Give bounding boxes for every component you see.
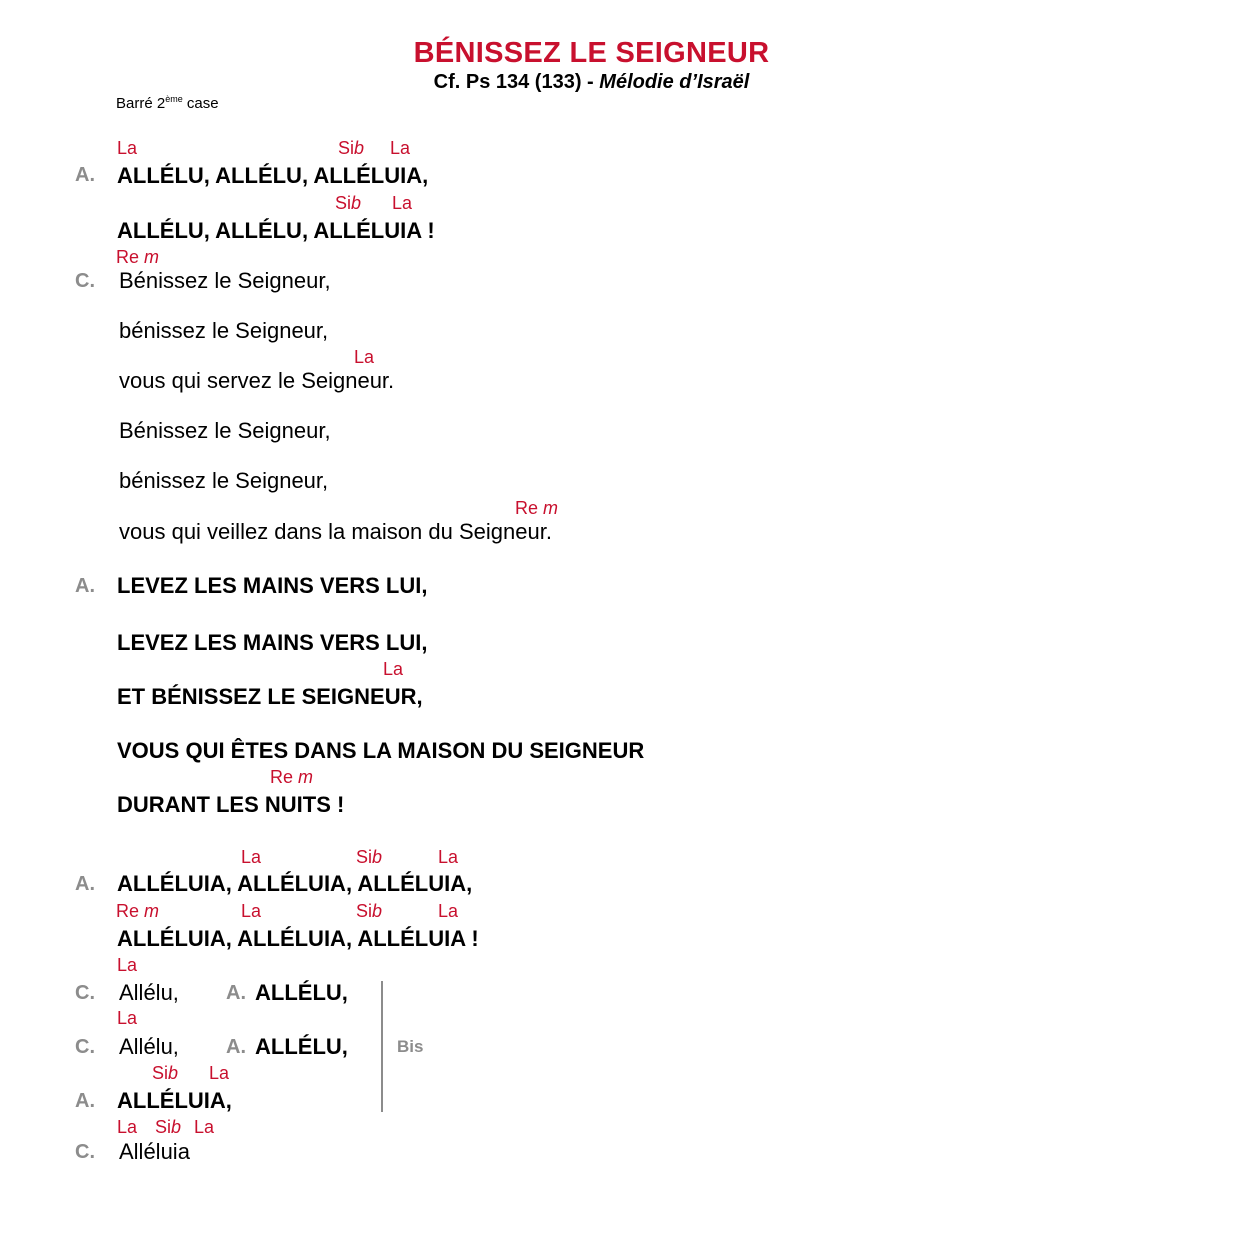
chord-la: La [117, 138, 138, 158]
lyric-assembly: ALLÉLU, [255, 980, 348, 1005]
lyric-line: vous qui servez le Seigneur. [119, 368, 395, 393]
role-assembly: A. [75, 1090, 95, 1112]
lyric-line: vous qui veillez dans la maison du Seigneur. [119, 519, 552, 544]
lyric-line: LEVEZ LES MAINS VERS LUI, [117, 573, 428, 598]
chord-la: La [438, 901, 459, 921]
subtitle-separator: - [581, 71, 600, 93]
repeat-bracket [381, 981, 383, 1112]
lyric-assembly: ALLÉLU, [255, 1034, 348, 1059]
chord-sib: Sib [356, 847, 383, 867]
chord-la: La [354, 347, 375, 367]
chord-la: La [241, 847, 262, 867]
role-assembly: A. [75, 575, 95, 597]
repeat-label: Bis [397, 1037, 424, 1056]
lyric-line: ALLÉLUIA, ALLÉLUIA, ALLÉLUIA, [117, 871, 473, 896]
lyric-line: ET BÉNISSEZ LE SEIGNEUR, [117, 684, 423, 709]
chord-sib: Sib [155, 1117, 182, 1137]
chord-sib: Sib [335, 193, 362, 213]
chord-sib: Sib [152, 1063, 179, 1083]
chord-la: La [392, 193, 413, 213]
chord-la: La [209, 1063, 230, 1083]
chord-la: La [117, 955, 138, 975]
lyric-line: bénissez le Seigneur, [119, 318, 329, 343]
chord-la: La [241, 901, 262, 921]
chord-sib: Sib [356, 901, 383, 921]
chord-la: La [117, 1117, 138, 1137]
chord-rem: Re m [270, 767, 314, 787]
lyric-line: Bénissez le Seigneur, [119, 268, 331, 293]
chord-la: La [194, 1117, 215, 1137]
lyric-line: ALLÉLUIA, ALLÉLUIA, ALLÉLUIA ! [117, 926, 479, 951]
lyric-line: ALLÉLU, ALLÉLU, ALLÉLUIA ! [117, 218, 435, 243]
lyric-line: DURANT LES NUITS ! [117, 792, 345, 817]
lyric-line: Bénissez le Seigneur, [119, 418, 331, 443]
page-subtitle [0, 71, 1183, 94]
role-assembly: A. [75, 873, 95, 895]
chord-rem: Re m [515, 498, 559, 518]
lyric-line: bénissez le Seigneur, [119, 468, 329, 493]
psalm-reference: Cf. Ps 134 (133) [433, 71, 582, 93]
page-title: BÉNISSEZ LE SEIGNEUR [413, 37, 770, 69]
chord-la: La [117, 1008, 138, 1028]
chord-rem: Re m [116, 247, 160, 267]
lyric-cantor: Allélu, [119, 980, 179, 1005]
lyric-cantor: Allélu, [119, 1034, 179, 1059]
role-assembly: A. [75, 164, 95, 186]
lyric-line: ALLÉLU, ALLÉLU, ALLÉLUIA, [117, 163, 429, 188]
lyric-line: Alléluia [119, 1139, 190, 1164]
role-cantor: C. [75, 270, 95, 292]
lyric-line: ALLÉLUIA, [117, 1088, 232, 1113]
role-cantor: C. [75, 1141, 95, 1163]
chord-rem: Re m [116, 901, 160, 921]
role-assembly: A. [226, 982, 246, 1004]
lyric-line: VOUS QUI ÊTES DANS LA MAISON DU SEIGNEUR [117, 738, 645, 763]
chord-la: La [438, 847, 459, 867]
lyric-line: LEVEZ LES MAINS VERS LUI, [117, 630, 428, 655]
capo-note: Barré 2ème case [116, 94, 219, 112]
chord-sib: Sib [338, 138, 365, 158]
role-cantor: C. [75, 982, 95, 1004]
role-cantor: C. [75, 1036, 95, 1058]
chord-la: La [383, 659, 404, 679]
melody-origin: Mélodie d’Israël [599, 71, 750, 93]
chord-la: La [390, 138, 411, 158]
role-assembly: A. [226, 1036, 246, 1058]
